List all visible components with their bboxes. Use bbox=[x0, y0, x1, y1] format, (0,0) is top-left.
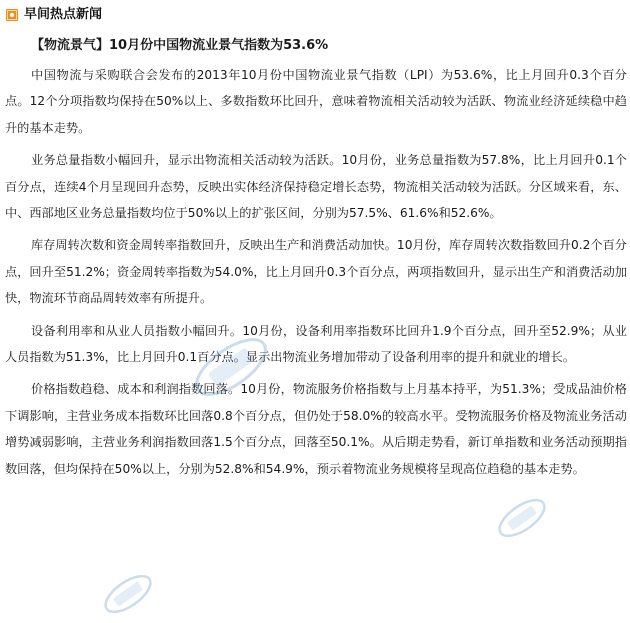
watermark-logo bbox=[98, 566, 158, 621]
paragraph-price-cost-profit: 价格指数趋稳、成本和利润指数回落。10月份，物流服务价格指数与上月基本持平，为51.3%；受成品油价格下调影响，主营业务成本指数环比回落0.8个百分点，但仍处于58.0%的较高水平。受物流服务价格及物流业务活动增势减弱影响，主营业务利润指数回落1.5个百分点，回落至50.1%。从后期走势看，新订单指数和业务活动预期指数回落，但均保持在50%以上，分别为52.8%和54.9%，预示着物流业务规模将呈现高位趋稳的基本走势。 bbox=[5, 382, 627, 476]
section-header bbox=[6, 4, 102, 20]
paragraph-intro: 中国物流与采购联合会发布的2013年10月份中国物流业景气指数（LPI）为53.6%，比上月回升0.3个百分点。12个分项指数均保持在50%以上、多数指数环比回升，意味着物流相关活动较为活跃、物流业经济延续稳中趋升的基本走势。 bbox=[5, 68, 627, 135]
orange-square-bullet-icon bbox=[6, 6, 18, 18]
paragraph-business-volume: 业务总量指数小幅回升，显示出物流相关活动较为活跃。10月份，业务总量指数为57.8%，比上月回升0.1个百分点，连续4个月呈现回升态势，反映出实体经济保持稳定增长态势，物流相关活动较为活跃。分区域来看，东、中、西部地区业务总量指数均位于50%以上的扩张区间，分别为57.5%、61.6%和52.6%。 bbox=[5, 153, 627, 221]
paragraph-turnover: 库存周转次数和资金周转率指数回升，反映出生产和消费活动加快。10月份，库存周转次数指数回升0.2个百分点，回升至51.2%；资金周转率指数为54.0%，比上月回升0.3个百分点，两项指数回升，显示出生产和消费活动加快，物流环节商品周转效率有所提升。 bbox=[5, 238, 627, 306]
article-headline: 【物流景气】10月份中国物流业景气指数为53.6% bbox=[31, 38, 329, 53]
watermark-logo bbox=[492, 488, 552, 548]
article bbox=[5, 34, 627, 488]
paragraph-equipment-employment: 设备利用率和从业人员指数小幅回升。10月份，设备利用率指数环比回升1.9个百分点，回升至52.9%；从业人员指数为51.3%，比上月回升0.1百分点。显示出物流业务增加带动了设备利用率的提升和就业的增长。 bbox=[5, 323, 627, 365]
section-title: 早间热点新闻 bbox=[24, 6, 103, 22]
